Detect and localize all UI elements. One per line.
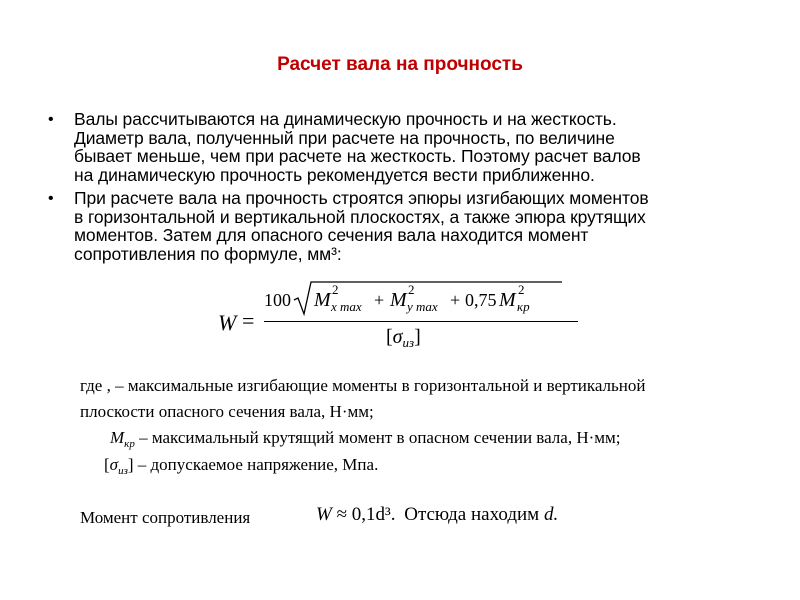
term2-sup: 2 [408, 282, 415, 297]
bullet-line: на динамическую прочность рекомендуется вести приближенно. [74, 164, 595, 185]
formula-coef: 100 [264, 290, 291, 310]
term1-sup: 2 [332, 282, 339, 297]
final-w: W [316, 504, 332, 525]
den-open-bracket: [ [386, 326, 393, 348]
plus-1: + [374, 290, 385, 310]
formula-denominator [386, 326, 421, 351]
bullet-marker: • [48, 111, 54, 128]
formula-equals: = [242, 308, 255, 333]
bullet-item-2 [48, 189, 748, 263]
sigma-text: ] – допускаемое напряжение, Мпа. [127, 455, 379, 474]
den-sigma: σ [392, 326, 403, 348]
final-d: d. [543, 504, 559, 525]
bullet-line: Валы рассчитываются на динамическую прочность и на жесткость. [74, 109, 617, 129]
den-close-bracket: ] [414, 326, 421, 348]
bullet-line: сопротивления по формуле, мм³: [74, 243, 342, 264]
formula-numerator [264, 278, 594, 318]
sigma-sub: из [118, 465, 128, 477]
sigma-open-bracket: [ [104, 455, 110, 474]
term2-m: M [390, 289, 407, 311]
term1-m: M [314, 289, 331, 311]
final-text: Отсюда находим [404, 504, 540, 525]
final-label: Момент сопротивления [80, 508, 251, 527]
bullet-line: При расчете вала на прочность строятся эпюры изгибающих моментов [74, 188, 649, 208]
final-value: 0,1d³. [351, 504, 396, 525]
final-formula [316, 504, 558, 526]
sigma-symbol: σ [109, 455, 119, 474]
coef-2: 0,75 [465, 290, 497, 310]
bullet-line: Диаметр вала, полученный при расчете на прочность, по величине [74, 127, 615, 148]
bullet-item-1 [48, 110, 748, 184]
section-modulus-formula [218, 278, 578, 356]
bullet-text [74, 110, 748, 184]
bullet-marker: • [48, 190, 54, 207]
bullet-line: бывает меньше, чем при расчете на жесткость. Поэтому расчет валов [74, 146, 641, 166]
page-title: Расчет вала на прочность [277, 54, 523, 75]
fraction-line [264, 321, 578, 322]
bullet-text [74, 189, 748, 263]
term3-m: M [499, 289, 516, 311]
plus-2: + [450, 290, 461, 310]
explanation-line-1: где , – максимальные изгибающие моменты в горизонтальной и вертикальной [80, 376, 646, 395]
term3-sup: 2 [518, 282, 525, 297]
bullet-line: в горизонтальной и вертикальной плоскостях, а также эпюра крутящих [74, 206, 646, 227]
explanation-line-2: плоскости опасного сечения вала, Н·мм; [80, 402, 374, 421]
explanation-line-4 [104, 455, 378, 477]
mkr-sub: кр [124, 438, 135, 450]
formula-lhs: W [218, 310, 237, 335]
bullet-line: моментов. Затем для опасного сечения вала находится момент [74, 225, 589, 245]
explanation-line-3 [110, 428, 621, 450]
mkr-symbol: M [110, 428, 125, 447]
den-sub: из [402, 335, 415, 350]
term1-sub: x max [331, 299, 362, 314]
term2-sub: y max [407, 299, 438, 314]
final-approx: ≈ [336, 504, 348, 525]
term3-sub: кр [517, 299, 530, 314]
mkr-text: – максимальный крутящий момент в опасном сечении вала, Н·мм; [134, 428, 621, 447]
